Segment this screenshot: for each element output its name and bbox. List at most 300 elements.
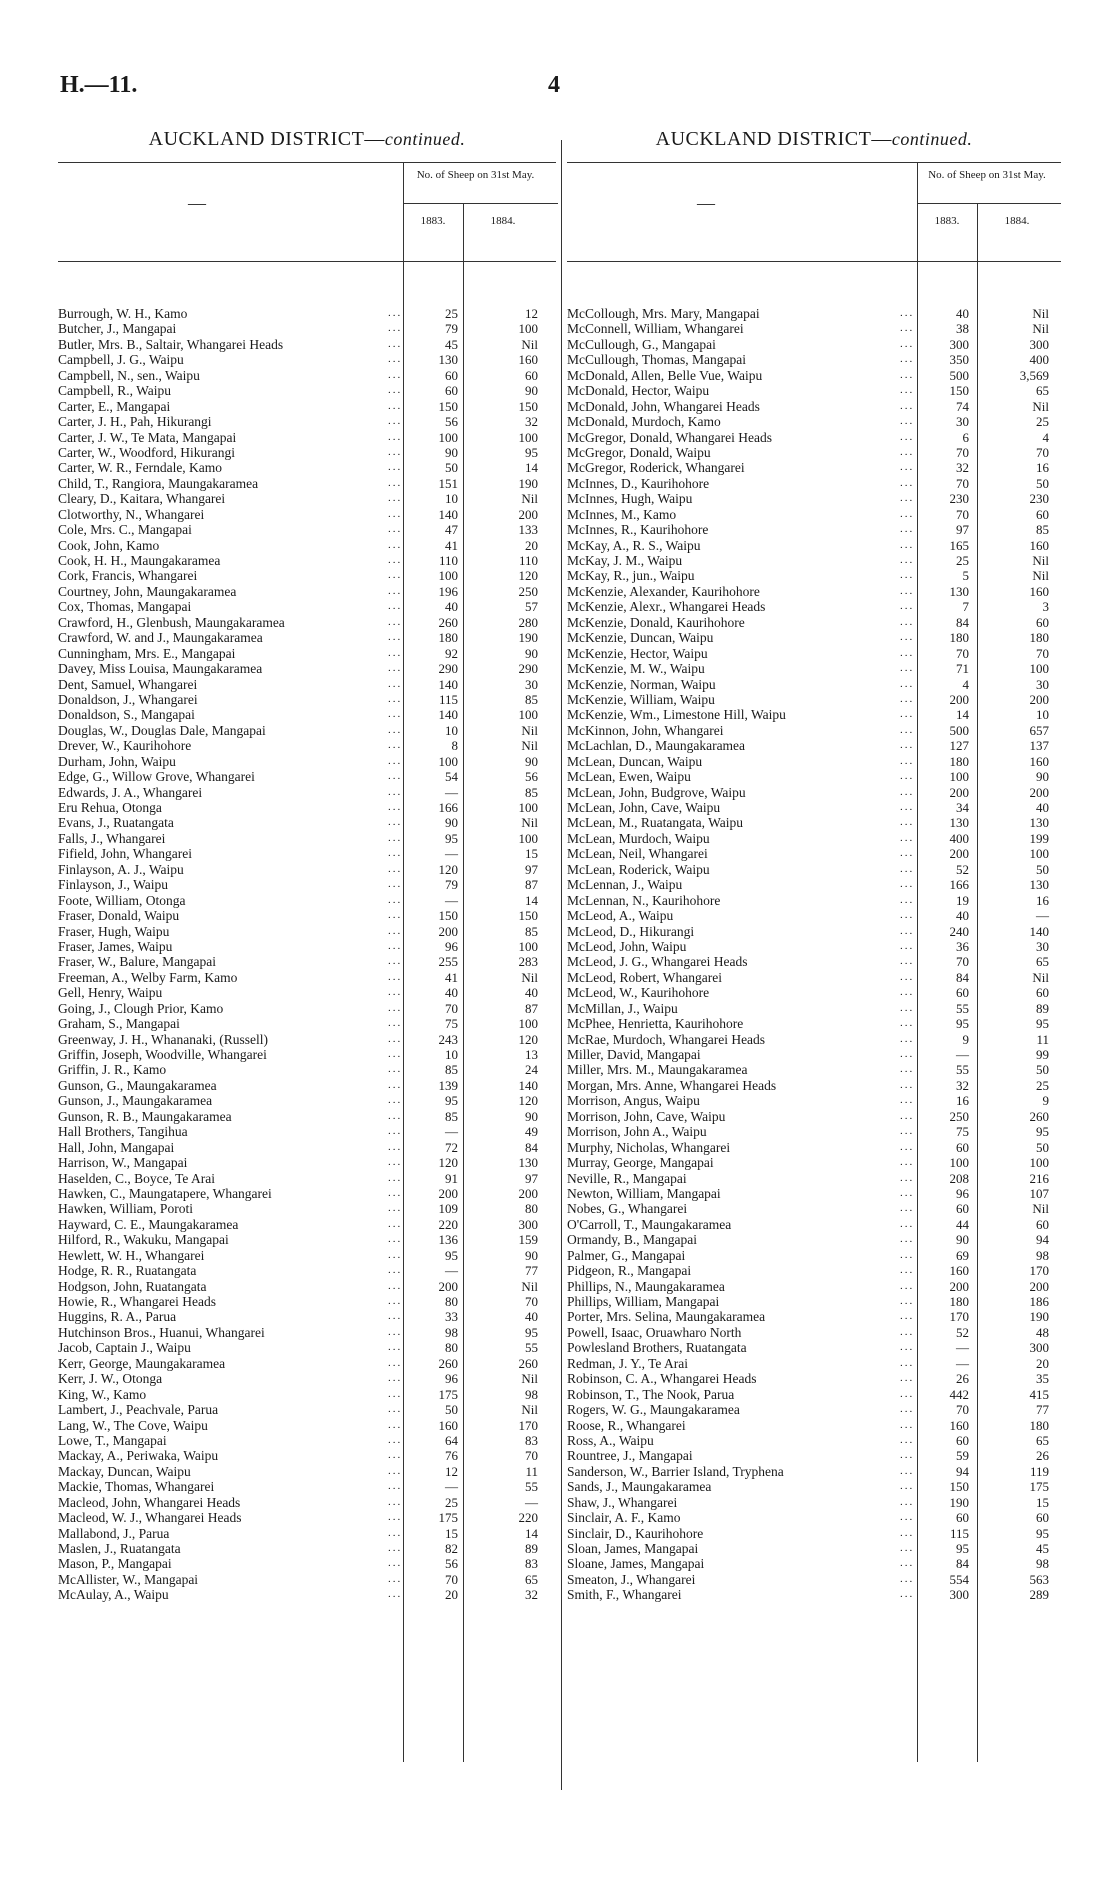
sheep-1883: 34	[956, 800, 969, 815]
right-title-suffix: continued.	[891, 129, 973, 149]
table-row	[567, 815, 1061, 830]
leader-dots: ...	[900, 1279, 915, 1292]
leader-dots: ...	[900, 1063, 915, 1076]
left-table-header	[58, 162, 556, 262]
leader-dots: ...	[388, 1001, 403, 1014]
left-name-header: —	[188, 193, 206, 213]
sheep-1884: 130	[1029, 815, 1049, 831]
leader-dots: ...	[900, 847, 915, 860]
sheep-1884: 89	[525, 1541, 538, 1556]
owner-name: Rountree, J., Mangapai	[567, 1448, 693, 1464]
sheep-1883: 442	[949, 1386, 969, 1402]
sheep-1883: 90	[445, 444, 458, 460]
table-row	[567, 1556, 1061, 1571]
sheep-1884: 90	[525, 1247, 538, 1263]
owner-name: Hawken, C., Maungatapere, Whangarei	[58, 1185, 272, 1201]
sheep-1883: 136	[438, 1232, 458, 1248]
left-year-1883: 1883.	[420, 215, 446, 227]
owner-name: Ormandy, B., Mangapai	[567, 1232, 697, 1248]
leader-dots: ...	[388, 1572, 403, 1585]
leader-dots: ...	[900, 1542, 915, 1554]
table-row	[58, 1510, 556, 1525]
owner-name: Mallabond, J., Parua	[58, 1525, 170, 1541]
sheep-1883: 70	[956, 954, 969, 970]
sheep-1884: Nil	[1032, 306, 1049, 321]
sheep-1884: 50	[1036, 1139, 1049, 1155]
owner-name: Sanderson, W., Barrier Island, Tryphena	[567, 1463, 784, 1479]
sheep-1883: 180	[949, 753, 969, 769]
sheep-1884: 3	[1042, 599, 1049, 615]
leader-dots: ...	[900, 878, 915, 891]
leader-dots: ...	[900, 1588, 915, 1601]
leader-dots: ...	[388, 1078, 403, 1091]
table-row	[58, 368, 556, 383]
owner-name: Palmer, G., Mangapai	[567, 1247, 686, 1263]
sheep-1884: Nil	[521, 1278, 538, 1294]
sheep-1884: 98	[1036, 1556, 1049, 1572]
owner-name: McKenzie, Duncan, Waipu	[567, 630, 714, 646]
sheep-1884: 400	[1029, 352, 1049, 368]
leader-dots: ...	[388, 1449, 403, 1462]
table-row	[567, 1495, 1061, 1510]
owner-name: Haselden, C., Boyce, Te Arai	[58, 1170, 216, 1186]
sheep-1884: 70	[525, 1294, 538, 1309]
left-title-suffix: continued.	[384, 129, 466, 149]
sheep-1884: 90	[525, 383, 538, 399]
sheep-1883: 40	[445, 985, 458, 1001]
leader-dots: ...	[388, 584, 403, 597]
table-row	[58, 352, 556, 367]
table-row	[58, 1448, 556, 1463]
table-row	[58, 1479, 556, 1494]
sheep-1884: 94	[1036, 1232, 1049, 1248]
owner-name: McConnell, William, Whangarei	[567, 321, 744, 337]
sheep-1883: —	[956, 1340, 969, 1356]
leader-dots: ...	[388, 754, 403, 767]
leader-dots: ...	[900, 1171, 915, 1184]
owner-name: Butcher, J., Mangapai	[58, 321, 177, 337]
sheep-1883: 80	[445, 1294, 458, 1309]
table-row	[58, 1217, 556, 1232]
sheep-1884: 35	[1036, 1371, 1049, 1387]
table-row	[58, 306, 556, 321]
leader-dots: ...	[900, 384, 915, 397]
leader-dots: ...	[388, 909, 403, 922]
owner-name: McDonald, Allen, Belle Vue, Waipu	[567, 367, 763, 383]
owner-name: McLean, Neil, Whangarei	[567, 846, 708, 862]
leader-dots: ...	[900, 1372, 915, 1385]
table-row	[567, 1402, 1061, 1417]
table-row	[567, 352, 1061, 367]
leader-dots: ...	[900, 1017, 915, 1030]
leader-dots: ...	[900, 523, 915, 536]
owner-name: McLean, Duncan, Waipu	[567, 753, 703, 769]
sheep-1884: 13	[525, 1047, 538, 1062]
table-row	[58, 862, 556, 877]
owner-name: Campbell, R., Waipu	[58, 383, 172, 399]
leader-dots: ...	[388, 1341, 403, 1354]
sheep-1883: 74	[956, 398, 969, 414]
leader-dots: ...	[900, 476, 915, 489]
table-row	[567, 507, 1061, 522]
owner-name: McKenzie, William, Waipu	[567, 691, 715, 707]
sheep-1884: 14	[525, 1525, 538, 1541]
sheep-1884: 14	[525, 460, 538, 476]
sheep-1883: 166	[438, 800, 458, 815]
sheep-1883: 109	[438, 1201, 458, 1217]
table-row	[567, 1325, 1061, 1340]
sheep-1883: 290	[438, 661, 458, 677]
owner-name: Hodgson, John, Ruatangata	[58, 1278, 207, 1294]
leader-dots: ...	[900, 801, 915, 813]
leader-dots: ...	[900, 337, 915, 350]
table-row	[58, 707, 556, 722]
sheep-1884: 160	[1029, 753, 1049, 769]
leader-dots: ...	[900, 307, 915, 319]
owner-name: Pidgeon, R., Mangapai	[567, 1263, 692, 1279]
sheep-1883: 240	[949, 923, 969, 939]
leader-dots: ...	[900, 1480, 915, 1493]
sheep-1884: 563	[1029, 1571, 1049, 1587]
owner-name: Phillips, William, Mangapai	[567, 1294, 720, 1309]
sheep-1884: 90	[1036, 769, 1049, 785]
sheep-1884: 80	[525, 1201, 538, 1217]
sheep-1883: 100	[438, 568, 458, 584]
owner-name: McLennan, N., Kaurihohore	[567, 892, 721, 908]
leader-dots: ...	[900, 631, 915, 644]
left-table-body	[58, 262, 556, 1603]
leader-dots: ...	[900, 1032, 915, 1045]
sheep-1884: 85	[525, 923, 538, 939]
sheep-1883: 160	[949, 1263, 969, 1279]
sheep-1884: 200	[1029, 1278, 1049, 1294]
sheep-1883: 82	[445, 1541, 458, 1556]
sheep-1883: 69	[956, 1247, 969, 1263]
owner-name: Carter, J. H., Pah, Hikurangi	[58, 414, 212, 430]
table-row	[58, 785, 556, 800]
owner-name: O'Carroll, T., Maungakaramea	[567, 1216, 732, 1232]
owner-name: Campbell, N., sen., Waipu	[58, 367, 200, 383]
table-row	[567, 1217, 1061, 1232]
sheep-1884: 70	[525, 1448, 538, 1464]
table-row	[58, 1294, 556, 1309]
leader-dots: ...	[388, 801, 403, 813]
leader-dots: ...	[388, 816, 403, 829]
owner-name: Dent, Samuel, Whangarei	[58, 676, 198, 692]
sheep-1883: 60	[445, 367, 458, 383]
sheep-1883: 200	[438, 1278, 458, 1294]
leader-dots: ...	[388, 1140, 403, 1153]
sheep-1884: 85	[525, 691, 538, 707]
owner-name: Morgan, Mrs. Anne, Whangarei Heads	[567, 1077, 777, 1093]
table-row	[58, 677, 556, 692]
leader-dots: ...	[900, 1449, 915, 1462]
sheep-1884: 99	[1036, 1047, 1049, 1062]
table-row	[58, 1232, 556, 1247]
owner-name: McKenzie, Alexander, Kaurihohore	[567, 583, 760, 599]
column-divider	[561, 140, 562, 1790]
owner-name: McKenzie, Hector, Waipu	[567, 645, 708, 661]
sheep-1884: 100	[518, 800, 538, 815]
owner-name: Cunningham, Mrs. E., Mangapai	[58, 645, 236, 661]
sheep-1884: 160	[1029, 583, 1049, 599]
owner-name: Roose, R., Whangarei	[567, 1417, 686, 1433]
sheep-1883: 75	[445, 1016, 458, 1032]
owner-name: McInnes, D., Kaurihohore	[567, 475, 710, 491]
table-row	[567, 522, 1061, 537]
table-row	[567, 306, 1061, 321]
sheep-1883: 95	[445, 1247, 458, 1263]
sheep-1884: 90	[525, 1108, 538, 1124]
leader-dots: ...	[900, 430, 915, 443]
sheep-1884: 657	[1029, 722, 1049, 738]
owner-name: Donaldson, J., Whangarei	[58, 691, 198, 707]
owner-name: McLean, Murdoch, Waipu	[567, 830, 710, 846]
sheep-1883: 52	[956, 861, 969, 877]
owner-name: McLean, M., Ruatangata, Waipu	[567, 815, 743, 831]
leader-dots: ...	[900, 554, 915, 566]
leader-dots: ...	[900, 1495, 915, 1508]
sheep-1884: 130	[1029, 877, 1049, 893]
sheep-1884: Nil	[1032, 553, 1049, 568]
owner-name: Falls, J., Whangarei	[58, 830, 166, 846]
leader-dots: ...	[388, 646, 403, 659]
sheep-1883: 72	[445, 1139, 458, 1155]
sheep-1884: 60	[1036, 614, 1049, 630]
sheep-1883: 350	[949, 352, 969, 368]
sheep-1883: 115	[438, 691, 458, 707]
sheep-1884: 45	[1036, 1541, 1049, 1556]
sheep-1883: 190	[949, 1494, 969, 1510]
owner-name: Sands, J., Maungakaramea	[567, 1479, 712, 1495]
sheep-1883: —	[956, 1047, 969, 1062]
sheep-1883: 100	[949, 1155, 969, 1171]
sheep-1884: 16	[1036, 892, 1049, 908]
sheep-1883: 260	[438, 1355, 458, 1371]
sheep-1884: 50	[1036, 1062, 1049, 1078]
sheep-1883: 25	[445, 306, 458, 321]
sheep-1883: 70	[445, 1571, 458, 1587]
sheep-1884: 70	[1036, 444, 1049, 460]
leader-dots: ...	[900, 1526, 915, 1539]
sheep-1884: 98	[1036, 1247, 1049, 1263]
leader-dots: ...	[388, 1387, 403, 1400]
sheep-1883: 84	[956, 969, 969, 985]
sheep-1883: 96	[445, 938, 458, 954]
sheep-1884: 200	[1029, 784, 1049, 800]
owner-name: McGregor, Roderick, Whangarei	[567, 460, 745, 476]
owner-name: McKenzie, Alexr., Whangarei Heads	[567, 599, 766, 615]
owner-name: Crawford, H., Glenbush, Maungakaramea	[58, 614, 285, 630]
table-row	[58, 1062, 556, 1077]
table-row	[567, 1587, 1061, 1602]
owner-name: Finlayson, J., Waipu	[58, 877, 169, 893]
owner-name: Greenway, J. H., Whananaki, (Russell)	[58, 1031, 268, 1047]
owner-name: Macleod, W. J., Whangarei Heads	[58, 1510, 242, 1526]
table-row	[58, 1140, 556, 1155]
leader-dots: ...	[388, 939, 403, 952]
sheep-1883: 208	[949, 1170, 969, 1186]
leader-dots: ...	[900, 1078, 915, 1091]
sheep-1884: 170	[518, 1417, 538, 1433]
sheep-1884: —	[525, 1494, 538, 1510]
leader-dots: ...	[388, 600, 403, 613]
owner-name: Hall Brothers, Tangihua	[58, 1124, 188, 1140]
owner-name: Sinclair, D., Kaurihohore	[567, 1525, 704, 1541]
sheep-1884: 260	[518, 1355, 538, 1371]
leader-dots: ...	[388, 430, 403, 443]
leader-dots: ...	[900, 507, 915, 520]
leader-dots: ...	[388, 507, 403, 520]
owner-name: Lambert, J., Peachvale, Parua	[58, 1402, 219, 1418]
sheep-1884: 90	[525, 645, 538, 661]
table-row	[567, 908, 1061, 923]
leader-dots: ...	[900, 322, 915, 335]
sheep-1883: 127	[949, 738, 969, 754]
sheep-1883: 60	[956, 1432, 969, 1448]
right-year-1884: 1884.	[1004, 215, 1030, 227]
owner-name: McRae, Murdoch, Whangarei Heads	[567, 1031, 766, 1047]
sheep-1883: 140	[438, 676, 458, 692]
leader-dots: ...	[900, 677, 915, 690]
leader-dots: ...	[900, 1156, 915, 1169]
sheep-1883: —	[445, 1263, 458, 1279]
sheep-1884: 230	[1029, 491, 1049, 507]
leader-dots: ...	[900, 692, 915, 705]
owner-name: McKay, J. M., Waipu	[567, 553, 683, 568]
owner-name: Howie, R., Whangarei Heads	[58, 1294, 216, 1309]
table-row	[58, 460, 556, 475]
sheep-1884: 119	[1029, 1463, 1049, 1479]
leader-dots: ...	[900, 584, 915, 597]
owner-name: McDonald, Murdoch, Kamo	[567, 414, 721, 430]
sheep-1883: 7	[962, 599, 969, 615]
owner-name: McLachlan, D., Maungakaramea	[567, 738, 746, 754]
owner-name: Cook, H. H., Maungakaramea	[58, 553, 221, 568]
sheep-1884: 60	[1036, 985, 1049, 1001]
sheep-1884: 200	[1029, 691, 1049, 707]
sheep-1884: 95	[1036, 1124, 1049, 1140]
sheep-1884: Nil	[521, 1371, 538, 1387]
table-row	[567, 831, 1061, 846]
sheep-1883: 160	[438, 1417, 458, 1433]
table-row	[567, 1510, 1061, 1525]
table-row	[58, 1248, 556, 1263]
leader-dots: ...	[900, 1387, 915, 1400]
sheep-1883: 243	[438, 1031, 458, 1047]
sheep-1883: 96	[956, 1185, 969, 1201]
sheep-1884: —	[1036, 908, 1049, 924]
sheep-1883: 300	[949, 1587, 969, 1603]
owner-name: Robinson, T., The Nook, Parua	[567, 1386, 735, 1402]
sheep-1883: 166	[949, 877, 969, 893]
leader-dots: ...	[900, 1264, 915, 1277]
table-row	[567, 476, 1061, 491]
owner-name: Donaldson, S., Mangapai	[58, 707, 195, 723]
leader-dots: ...	[388, 924, 403, 937]
sheep-1884: 89	[1036, 1000, 1049, 1016]
sheep-1884: 97	[525, 1170, 538, 1186]
sheep-1884: 120	[518, 1031, 538, 1047]
owner-name: Carter, J. W., Te Mata, Mangapai	[58, 429, 237, 445]
sheep-1883: 200	[949, 1278, 969, 1294]
sheep-1884: 77	[525, 1263, 538, 1279]
sheep-1883: 90	[445, 815, 458, 831]
sheep-1883: 200	[949, 846, 969, 862]
leader-dots: ...	[388, 1248, 403, 1261]
owner-name: Sloane, James, Mangapai	[567, 1556, 705, 1572]
leader-dots: ...	[388, 1511, 403, 1524]
owner-name: Mason, P., Mangapai	[58, 1556, 172, 1572]
sheep-1884: 220	[518, 1510, 538, 1526]
table-row	[58, 1572, 556, 1587]
table-row	[58, 538, 556, 553]
leader-dots: ...	[388, 1186, 403, 1199]
owner-name: Shaw, J., Whangarei	[567, 1494, 678, 1510]
sheep-1884: Nil	[521, 815, 538, 831]
leader-dots: ...	[900, 970, 915, 983]
owner-name: Graham, S., Mangapai	[58, 1016, 180, 1032]
leader-dots: ...	[388, 739, 403, 752]
table-row	[58, 399, 556, 414]
leader-dots: ...	[388, 1526, 403, 1539]
table-row	[58, 337, 556, 352]
owner-name: Edwards, J. A., Whangarei	[58, 784, 203, 800]
table-row	[567, 1418, 1061, 1433]
leader-dots: ...	[388, 677, 403, 690]
leader-dots: ...	[900, 569, 915, 582]
sheep-1883: —	[445, 1124, 458, 1140]
sheep-1884: 65	[1036, 1432, 1049, 1448]
leader-dots: ...	[900, 461, 915, 474]
table-row	[58, 1093, 556, 1108]
leader-dots: ...	[388, 307, 403, 319]
sheep-1883: 200	[438, 1185, 458, 1201]
table-row	[58, 1001, 556, 1016]
right-table-header	[567, 162, 1061, 262]
sheep-1883: 150	[438, 398, 458, 414]
leader-dots: ...	[388, 461, 403, 474]
owner-name: Miller, Mrs. M., Maungakaramea	[567, 1062, 748, 1078]
sheep-1884: 186	[1029, 1294, 1049, 1309]
leader-dots: ...	[388, 1588, 403, 1601]
table-row	[58, 1464, 556, 1479]
owner-name: McLean, John, Cave, Waipu	[567, 800, 721, 815]
table-row	[567, 1078, 1061, 1093]
sheep-1883: 76	[445, 1448, 458, 1464]
sheep-1884: 50	[1036, 475, 1049, 491]
sheep-1883: 120	[438, 1155, 458, 1171]
leader-dots: ...	[900, 646, 915, 659]
owner-name: Gell, Henry, Waipu	[58, 985, 163, 1001]
sheep-1884: 180	[1029, 630, 1049, 646]
table-row	[567, 692, 1061, 707]
sheep-1883: 45	[445, 336, 458, 352]
sheep-1884: 4	[1042, 429, 1049, 445]
table-row	[567, 1232, 1061, 1247]
owner-name: Butler, Mrs. B., Saltair, Whangarei Heads	[58, 336, 284, 352]
leader-dots: ...	[388, 1017, 403, 1030]
sheep-1884: 100	[1029, 1155, 1049, 1171]
sheep-1883: 140	[438, 506, 458, 522]
owner-name: McKinnon, John, Whangarei	[567, 722, 724, 738]
leader-dots: ...	[900, 538, 915, 551]
sheep-1884: 95	[1036, 1016, 1049, 1032]
table-row	[567, 1356, 1061, 1371]
sheep-1883: 36	[956, 938, 969, 954]
sheep-1884: 85	[525, 784, 538, 800]
leader-dots: ...	[388, 893, 403, 906]
